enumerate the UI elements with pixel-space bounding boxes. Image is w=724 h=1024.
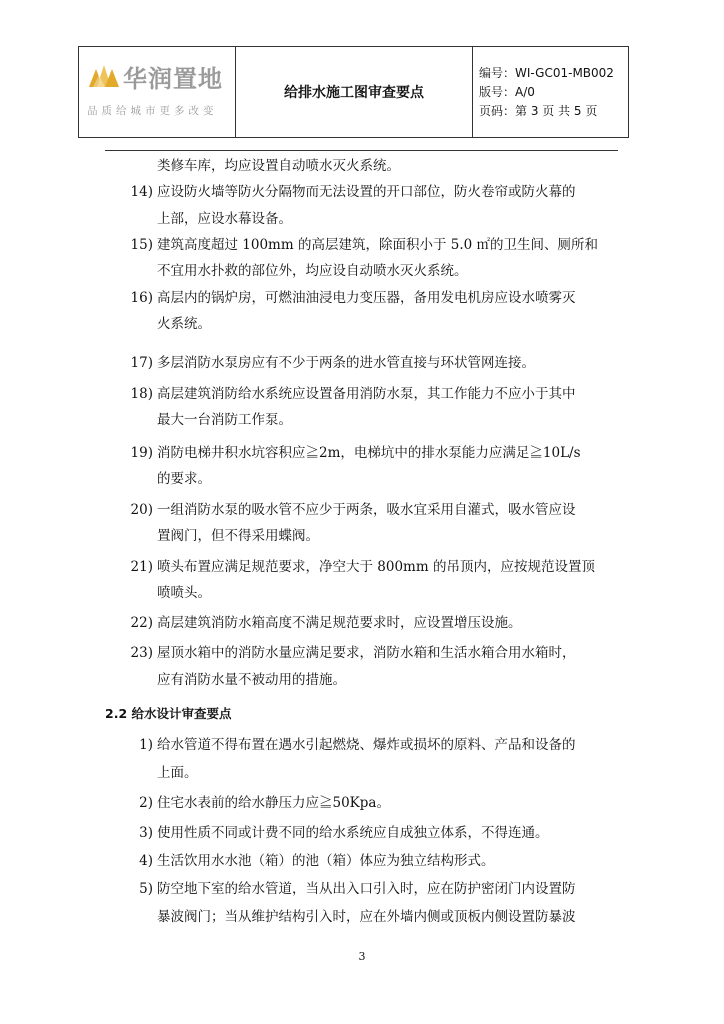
list-item: 火系统。 (157, 316, 211, 332)
list-item: 上部，应设水幕设备。 (157, 211, 292, 227)
list-item: 3) 使用性质不同或计费不同的给水系统应自成独立体系，不得连通。 (139, 825, 549, 841)
list-item: 20) 一组消防水泵的吸水管不应少于两条，吸水宜采用自灌式，吸水管应设 (130, 502, 576, 518)
logo-mark-icon (89, 61, 119, 89)
list-item: 最大一台消防工作泵。 (157, 412, 292, 428)
list-item: 暴波阀门；当从维护结构引入时，应在外墙内侧或顶板内侧设置防暴波 (157, 909, 576, 925)
document-header (78, 46, 629, 138)
title-cell (236, 47, 473, 138)
list-item: 不宜用水扑救的部位外，均应设自动喷水灭火系统。 (157, 263, 468, 279)
section-heading: 2.2 给水设计审查要点 (105, 706, 232, 721)
list-item: 类修车库，均应设置自动喷水灭火系统。 (157, 158, 400, 174)
doc-version: 版号：A/0 (479, 84, 535, 99)
list-item: 的要求。 (157, 471, 211, 487)
page-number: 3 (358, 950, 366, 963)
logo-slogan: 品质给城市更多改变 (87, 105, 218, 117)
header-rule (105, 150, 618, 151)
page-info: 页码：第 3 页 共 5 页 (479, 103, 598, 118)
list-item: 16) 高层内的锅炉房，可燃油油浸电力变压器，备用发电机房应设水喷雾灭 (130, 290, 576, 306)
meta-cell (473, 47, 629, 138)
company-logo (79, 47, 235, 137)
logo-name: 华润置地 (123, 65, 223, 93)
document-title: 给排水施工图审查要点 (284, 85, 424, 101)
list-item: 喷喷头。 (157, 585, 211, 601)
list-item: 15) 建筑高度超过 100mm 的高层建筑，除面积小于 5.0 ㎡的卫生间、厕所和 (130, 237, 599, 253)
list-item: 4) 生活饮用水水池（箱）的池（箱）体应为独立结构形式。 (139, 853, 495, 869)
list-item: 14) 应设防火墙等防火分隔物而无法设置的开口部位，防火卷帘或防火幕的 (130, 184, 576, 200)
list-item: 应有消防水量不被动用的措施。 (157, 672, 346, 688)
list-item: 1) 给水管道不得布置在遇水引起燃烧、爆炸或损坏的原料、产品和设备的 (139, 737, 576, 753)
list-item: 22) 高层建筑消防水箱高度不满足规范要求时，应设置增压设施。 (130, 615, 522, 631)
list-item: 上面。 (157, 765, 198, 781)
list-item: 5) 防空地下室的给水管道，当从出入口引入时，应在防护密闭门内设置防 (139, 881, 576, 897)
list-item: 置阀门，但不得采用蝶阀。 (157, 528, 319, 544)
list-item: 2) 住宅水表前的给水静压力应≧50Kpa。 (139, 795, 390, 811)
list-item: 18) 高层建筑消防给水系统应设置备用消防水泵，其工作能力不应小于其中 (130, 386, 576, 402)
list-item: 17) 多层消防水泵房应有不少于两条的进水管直接与环状管网连接。 (130, 355, 535, 371)
logo-cell (79, 47, 236, 138)
list-item: 19) 消防电梯井积水坑容积应≧2m，电梯坑中的排水泵能力应满足≧10L/s (130, 445, 581, 461)
list-item: 21) 喷头布置应满足规范要求，净空大于 800mm 的吊顶内，应按规范设置顶 (130, 559, 595, 575)
list-item: 23) 屋顶水箱中的消防水量应满足要求，消防水箱和生活水箱合用水箱时， (130, 645, 576, 661)
doc-number: 编号：WI-GC01-MB002 (479, 65, 614, 80)
